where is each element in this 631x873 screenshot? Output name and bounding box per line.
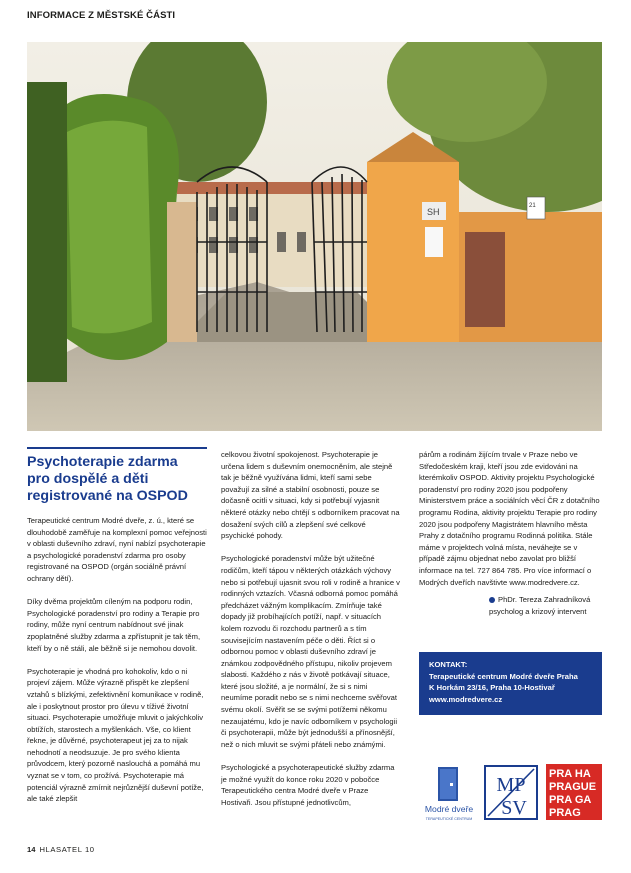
paragraph: Psychoterapie je vhodná pro kohokoliv, kdo o ni projeví zájem. Může výrazně přispět ke zlepšení vztahů s blízkými, zefektivnění komunikace v rodině, ale i poskytnout prostor pro úlevu v tíživé životní situaci. Psychoterapie umožňuje mluvit o jakýchkoliv obtížích, starostech a myšlenkách. Vše, co klient řekne, je důvěrné, psychoterapeut jej za to nijak nehodnotí a neodsuzuje. Je pro svého klienta průvodcem, který pozorně naslouchá a pomáhá mu vyznat se v tom, co prožívá. Psychoterapie má potenciál výrazně zmírnit nejrůznější duševní potíže, ale také zlepšit [27,666,204,804]
modre-dvere-text: Modré dveře [424,804,474,814]
paragraph: Psychologické poradenství může být užitečné rodičům, kteří tápou v některých otázkách výchovy nebo si potřebují ujasnit svou roli v rodině a hranice v rodinných vztazích. Včasná odborná pomoc pomáhá předcházet vážným komplikacím. Zmírňuje také dopady již probíhajících potíží, např. v situacích kolem rozvodu či rozchodu partnerů a s tím souvisejícím nastavením péče o děti. Říct si o odbornou pomoc v oblasti duševního zdraví je známkou zodpovědného přístupu, nikoliv projevem slabosti. Každého z nás v životě potkávají situace, které jsou složité, a je normální, že si s nimi neumíme poradit nebo se s nimi nechceme svěřovat svému okolí. Svěřit se se svými potížemi někomu nezaujatému, kdo je navíc odborníkem v psychologii či psychoterapii, může být jednodušší a přínosnější, než o nich mluvit se svými přáteli nebo známými. [221,554,400,749]
bullet-dot-icon [489,597,495,603]
contact-label: KONTAKT: [429,660,468,669]
logo-praha [546,764,602,825]
praha-row: PRAGUE [549,781,597,793]
publication-name: HLASATEL 10 [39,845,95,854]
paragraph: Psychologické a psychoterapeutické služby zdarma je možné využít do konce roku 2020 v pobočce Terapeutického centra Modré dveře v Praze Hostivaři. Jsou přístupné jednotlivcům, [221,763,395,807]
paragraph: párům a rodinám žijícím trvale v Praze nebo ve Středočeském kraji, kteří jsou zde evidováni na kterémkoliv OSPOD. Aktivity projektu Psychologické poradenství pro rodiny 2020 jsou podpořeny Ministerstvem práce a sociálních věcí ČR z dotačního programu Rodina, aktivity projektu Terapie pro rodiny 2020 jsou podpořeny Magistrátem hlavního města Prahy z dotačního programu Rodinná politika. Stále máme v projektech volná místa, neváhejte se v případě zájmu objednat nebo zavolat pro bližší informace na tel. 727 864 785. Pro více informací o Modrých dveřích navštivte www.modredvere.cz. [419,450,600,587]
logo-modre-dvere [420,765,478,828]
headline-line: pro dospělé a děti [27,471,149,487]
house-number-text: 21 [529,203,536,209]
modre-dvere-subtext: TERAPEUTICKÉ CENTRUM [425,817,473,821]
paragraph: celkovou životní spokojenost. Psychoterapie je určena lidem s duševním onemocněním, ale stejně tak je běžně využívána lidmi, kteří sami sebe považují za silné a stabilní osobnosti, pouze se dočasně ocitli v situaci, kdy si potřebují vyjasnit některé otázky nebo chtějí s odborníkem pracovat na dosažení svých cílů a zlepšení své celkové psychické pohody. [221,450,400,541]
section-label: INFORMACE Z MĚSTSKÉ ČÁSTI [27,10,176,21]
headline-line: registrované na OSPOD [27,488,188,504]
article-column-1 [27,447,207,816]
page-number: 14 [27,845,36,854]
contact-website-link[interactable]: www.modredvere.cz [429,694,503,704]
article-photo [27,42,602,431]
headline-line: Psychoterapie zdarma [27,454,178,470]
sign-sh-text: SH [427,207,440,217]
mpsv-bottom-text: SV [501,797,527,819]
contact-box [419,652,602,715]
paragraph: Terapeutické centrum Modré dveře, z. ú., které se dlouhodobě zaměřuje na komplexní pomoc veřejnosti v oblasti duševního zdraví, nyní nabízí psychoterapie a psychologické poradenství zdarma pro osoby registrované na OSPOD (orgán sociálně právní ochrany dětí). [27,516,207,583]
contact-org: Terapeutické centrum Modré dveře Praha [429,672,578,682]
praha-row: PRAG [549,807,581,819]
logo-mpsv [484,765,538,825]
article-column-3 [419,449,602,617]
contact-address: K Horkám 23/16, Praha 10-Hostivař [429,683,555,693]
author-signature [419,594,602,617]
author-name: PhDr. Tereza Zahradníková [498,595,591,605]
article-headline [27,447,207,505]
article-column-2 [221,449,401,820]
paragraph: Díky dvěma projektům cíleným na podporu rodin, Psychologické poradenství pro rodiny a Terapie pro rodiny, může nyní centrum nabídnout své jinak zpoplatněné služby zdarma a zpřístupnit je tak těm, kteří by o ně stáli, ale běžně si je nemohou dovolit. [27,597,201,653]
praha-row: PRA HA [549,768,591,780]
author-role: psycholog a krizový intervent [489,606,587,616]
praha-row: PRA GA [549,794,592,806]
mpsv-top-text: MP [496,774,526,796]
page-footer [27,845,95,854]
